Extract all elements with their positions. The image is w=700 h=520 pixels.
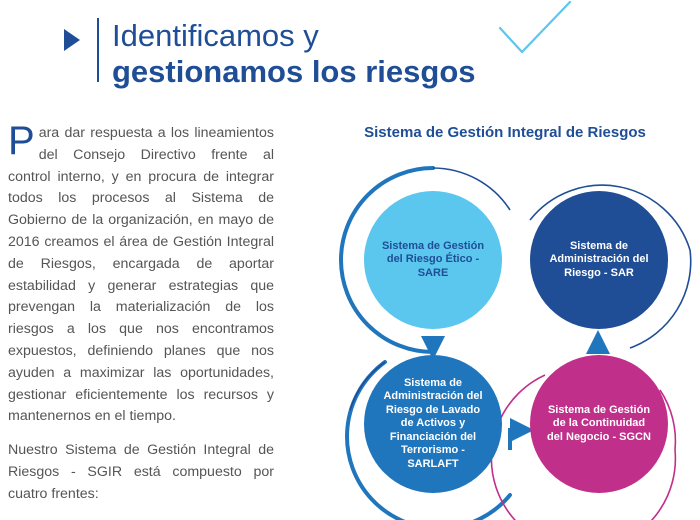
drop-cap: P (8, 119, 35, 163)
label-sgcn: Sistema de Gestión de la Continuidad del Negocio - SGCN (547, 403, 651, 443)
circle-sare (364, 191, 502, 329)
label-sarlaft: Sistema de Administración del Riesgo de Lavado de Activos y Financiación del Terrorismo - SARLAFT (383, 376, 483, 470)
paragraph-intro-text: ara dar respuesta a los lineamientos del Consejo Directivo frente al control interno, y en procura de integrar todos los procesos al Sistema de Gobierno de la organización, en mayo de 2016 creamos el área de Gestión Integral de Riesgos, encargada de aportar estabilidad y generar estrategias que prevengan la materialización de los riesgos a los que nos encontramos expuestos, definiendo planes que nos ayuden a maximizar las oportunidades, gestionar eficientemente los recursos y mantenernos en el tiempo. (8, 125, 274, 425)
page-title-line2: gestionamos los riesgos (112, 54, 476, 89)
paragraph-sgir: Nuestro Sistema de Gestión Integral de Riesgos - SGIR está compuesto por cuatro frentes: (8, 442, 274, 502)
circle-sar (530, 191, 668, 329)
diagram-title: Sistema de Gestión Integral de Riesgos (364, 124, 646, 141)
page-title-line1: Identificamos y (112, 18, 319, 53)
arrow-sarlaft-to-sgcn (510, 430, 522, 450)
paragraph-intro (8, 119, 274, 428)
label-sar: Sistema de Administración del Riesgo - SAR (549, 239, 649, 279)
body-text (8, 119, 274, 518)
risk-system-diagram (330, 150, 700, 520)
label-sare: Sistema de Gestión del Riesgo Ético - SARE (381, 239, 485, 279)
title-divider (97, 18, 99, 82)
circle-sgcn (530, 355, 668, 493)
circle-sarlaft (364, 355, 502, 493)
play-arrow-icon (64, 29, 80, 51)
checkmark-icon (495, 0, 575, 60)
page-header (0, 0, 700, 100)
